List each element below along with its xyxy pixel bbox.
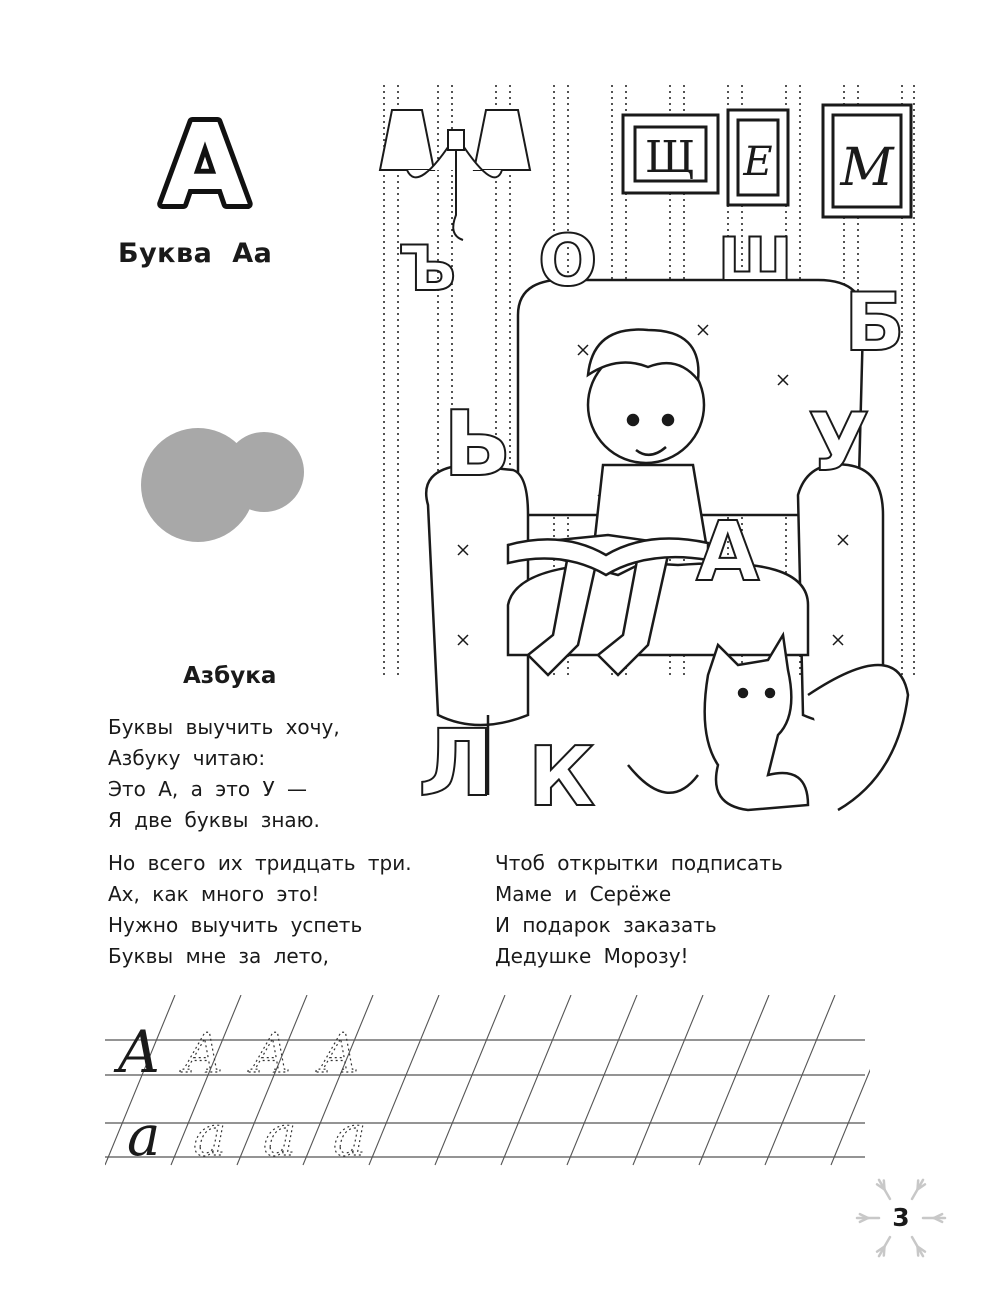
illustration bbox=[378, 75, 918, 835]
poem-line: Я две буквы знаю. bbox=[108, 808, 320, 832]
frame-letter: Е bbox=[743, 139, 773, 185]
letter-char: Б bbox=[844, 276, 905, 369]
page-number: 3 bbox=[892, 1203, 910, 1232]
page-number-badge bbox=[855, 1172, 947, 1264]
trace-upper-a: А bbox=[251, 1022, 292, 1085]
slant-line bbox=[831, 995, 870, 1165]
poem-line: Азбуку читаю: bbox=[108, 746, 266, 770]
frame-letter: Щ bbox=[644, 132, 696, 183]
sound-circle-right bbox=[224, 432, 304, 512]
poem-line: Нужно выучить успеть bbox=[108, 913, 363, 937]
slant-line bbox=[501, 995, 571, 1165]
slant-line bbox=[699, 995, 769, 1165]
slant-line bbox=[369, 995, 439, 1165]
slant-line bbox=[633, 995, 703, 1165]
sound-scheme bbox=[140, 428, 305, 543]
letter-char: Ш bbox=[718, 225, 793, 295]
letter-char: А bbox=[696, 505, 760, 600]
trace-upper-a: А bbox=[183, 1022, 224, 1085]
letter-char: О bbox=[538, 220, 598, 302]
trace-lower-a: а bbox=[263, 1104, 297, 1169]
sample-upper-a: А bbox=[117, 1018, 161, 1086]
poem-line: Ах, как много это! bbox=[108, 882, 320, 906]
poem-line: Буквы выучить хочу, bbox=[108, 715, 340, 739]
poem-line: И подарок заказать bbox=[495, 913, 717, 937]
page-heading: Буква Аа bbox=[118, 238, 273, 269]
sample-lower-a: а bbox=[127, 1104, 161, 1169]
trace-lower-a: а bbox=[333, 1104, 367, 1169]
poem-line: Это А, а это У — bbox=[108, 777, 307, 801]
poem-stanza-2 bbox=[108, 848, 412, 972]
picture-frames bbox=[623, 105, 911, 217]
poem-line: Но всего их тридцать три. bbox=[108, 851, 412, 875]
trace-lower-a: а bbox=[193, 1104, 227, 1169]
poem-line: Маме и Серёже bbox=[495, 882, 672, 906]
big-letter-glyph: А bbox=[161, 112, 249, 212]
wall-lamp bbox=[380, 110, 530, 240]
letter-char: Ъ bbox=[398, 232, 457, 305]
slant-line bbox=[567, 995, 637, 1165]
trace-upper-a: А bbox=[319, 1022, 360, 1085]
letter-char: Ь bbox=[443, 392, 512, 497]
letter-char: У bbox=[808, 396, 870, 489]
frame-letter: М bbox=[840, 138, 894, 198]
slant-line bbox=[435, 995, 505, 1165]
poem-title: Азбука bbox=[183, 663, 277, 689]
letter-char: Л bbox=[418, 710, 495, 817]
poem-line: Чтоб открытки подписать bbox=[495, 851, 783, 875]
poem-stanza-3 bbox=[495, 848, 783, 972]
big-letter-a bbox=[150, 112, 260, 212]
letter-char: К bbox=[528, 730, 596, 825]
poem-line: Дедушке Морозу! bbox=[495, 944, 689, 968]
poem-line: Буквы мне за лето, bbox=[108, 944, 329, 968]
slant-line bbox=[765, 995, 835, 1165]
poem-stanza-1 bbox=[108, 712, 340, 836]
copybook-lines bbox=[105, 995, 870, 1170]
